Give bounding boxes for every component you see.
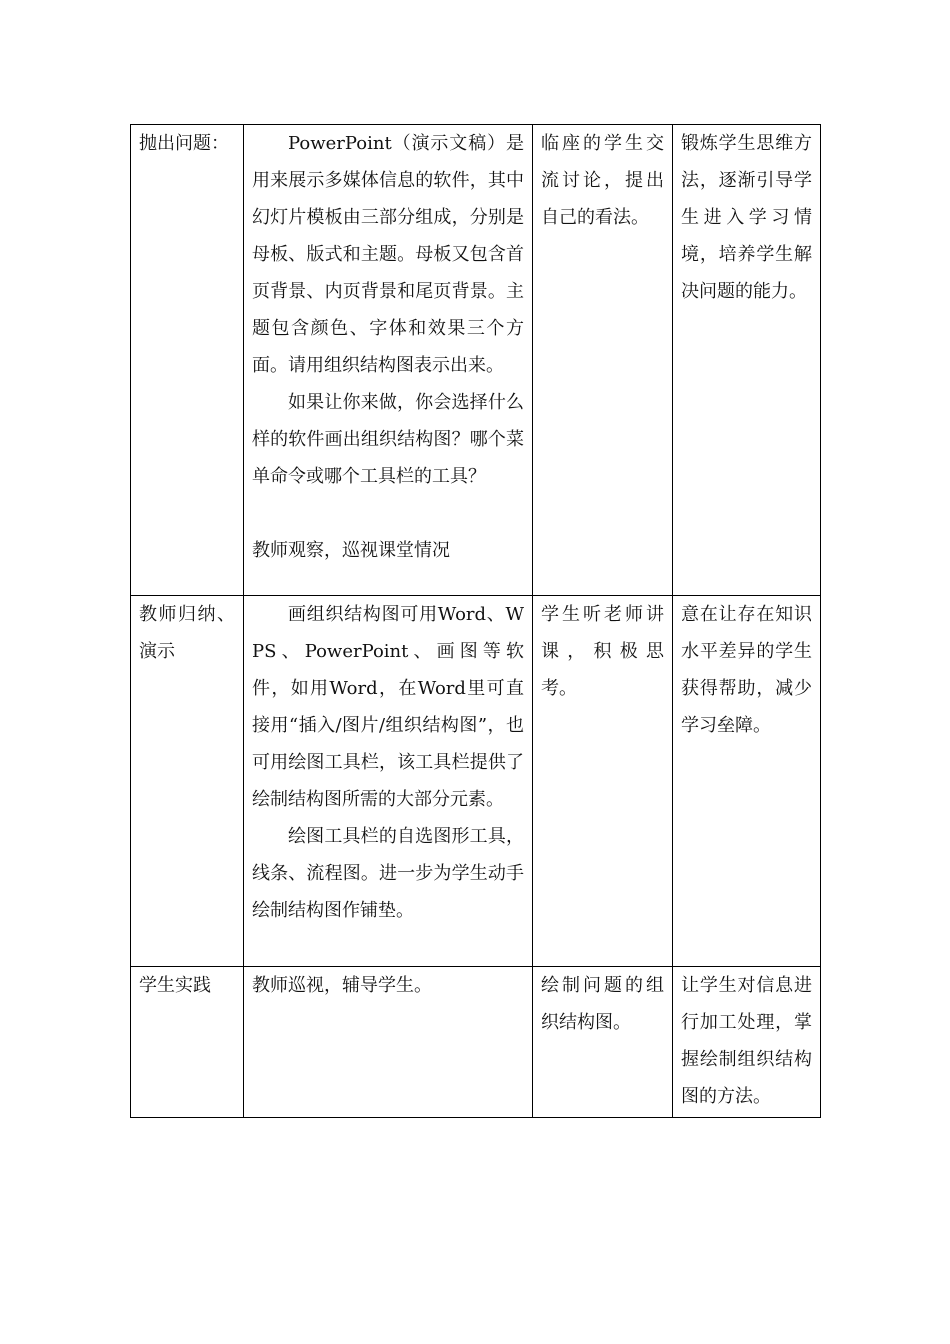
student-activity-cell: [533, 596, 673, 967]
student-text: 学生听老师讲课，积极思考。: [541, 604, 664, 699]
student-activity-cell: [533, 967, 673, 1118]
design-purpose-cell: [673, 125, 821, 596]
teacher-paragraph: PowerPoint（演示文稿）是用来展示多媒体信息的软件，其中幻灯片模板由三部分组成，分别是母板、版式和主题。母板又包含首页背景、内页背景和尾页背景。主题包含颜色、字体和效果三个方面。请用组织结构图表示出来。: [252, 133, 524, 376]
purpose-text: 锻炼学生思维方法，逐渐引导学生进入学习情境，培养学生解决问题的能力。: [681, 133, 812, 302]
teacher-activity-cell: [244, 125, 533, 596]
teacher-paragraph: 画组织结构图可用Word、WPS、PowerPoint、画图等软件，如用Word，在Word里可直接用“插入/图片/组织结构图”，也可用绘图工具栏，该工具栏提供了绘制结构图所需的大部分元素。: [252, 604, 524, 810]
design-purpose-cell: [673, 967, 821, 1118]
stage-text: 学生实践: [139, 975, 211, 996]
student-text: 临座的学生交流讨论，提出自己的看法。: [541, 133, 664, 228]
design-purpose-cell: [673, 596, 821, 967]
student-text: 绘制问题的组织结构图。: [541, 975, 664, 1033]
table-row: [131, 967, 821, 1118]
purpose-text: 让学生对信息进行加工处理，掌握绘制组织结构图的方法。: [681, 975, 812, 1107]
teacher-paragraph: 教师观察，巡视课堂情况: [252, 540, 450, 561]
table-row: [131, 596, 821, 967]
stage-text: 教师归纳、演示: [139, 604, 235, 662]
purpose-text: 意在让存在知识水平差异的学生获得帮助，减少学习垒障。: [681, 604, 812, 736]
stage-cell: [131, 967, 244, 1118]
table-row: [131, 125, 821, 596]
student-activity-cell: [533, 125, 673, 596]
stage-cell: [131, 596, 244, 967]
teacher-paragraph: 教师巡视，辅导学生。: [252, 975, 432, 996]
teacher-activity-cell: [244, 596, 533, 967]
blank-line: [252, 495, 524, 532]
teacher-paragraph: 绘图工具栏的自选图形工具，线条、流程图。进一步为学生动手绘制结构图作铺垫。: [252, 826, 524, 921]
teacher-paragraph: 如果让你来做，你会选择什么样的软件画出组织结构图？哪个菜单命令或哪个工具栏的工具？: [252, 392, 524, 487]
stage-text: 抛出问题：: [139, 133, 229, 154]
teacher-activity-cell: [244, 967, 533, 1118]
stage-cell: [131, 125, 244, 596]
lesson-plan-table: [130, 124, 821, 1118]
